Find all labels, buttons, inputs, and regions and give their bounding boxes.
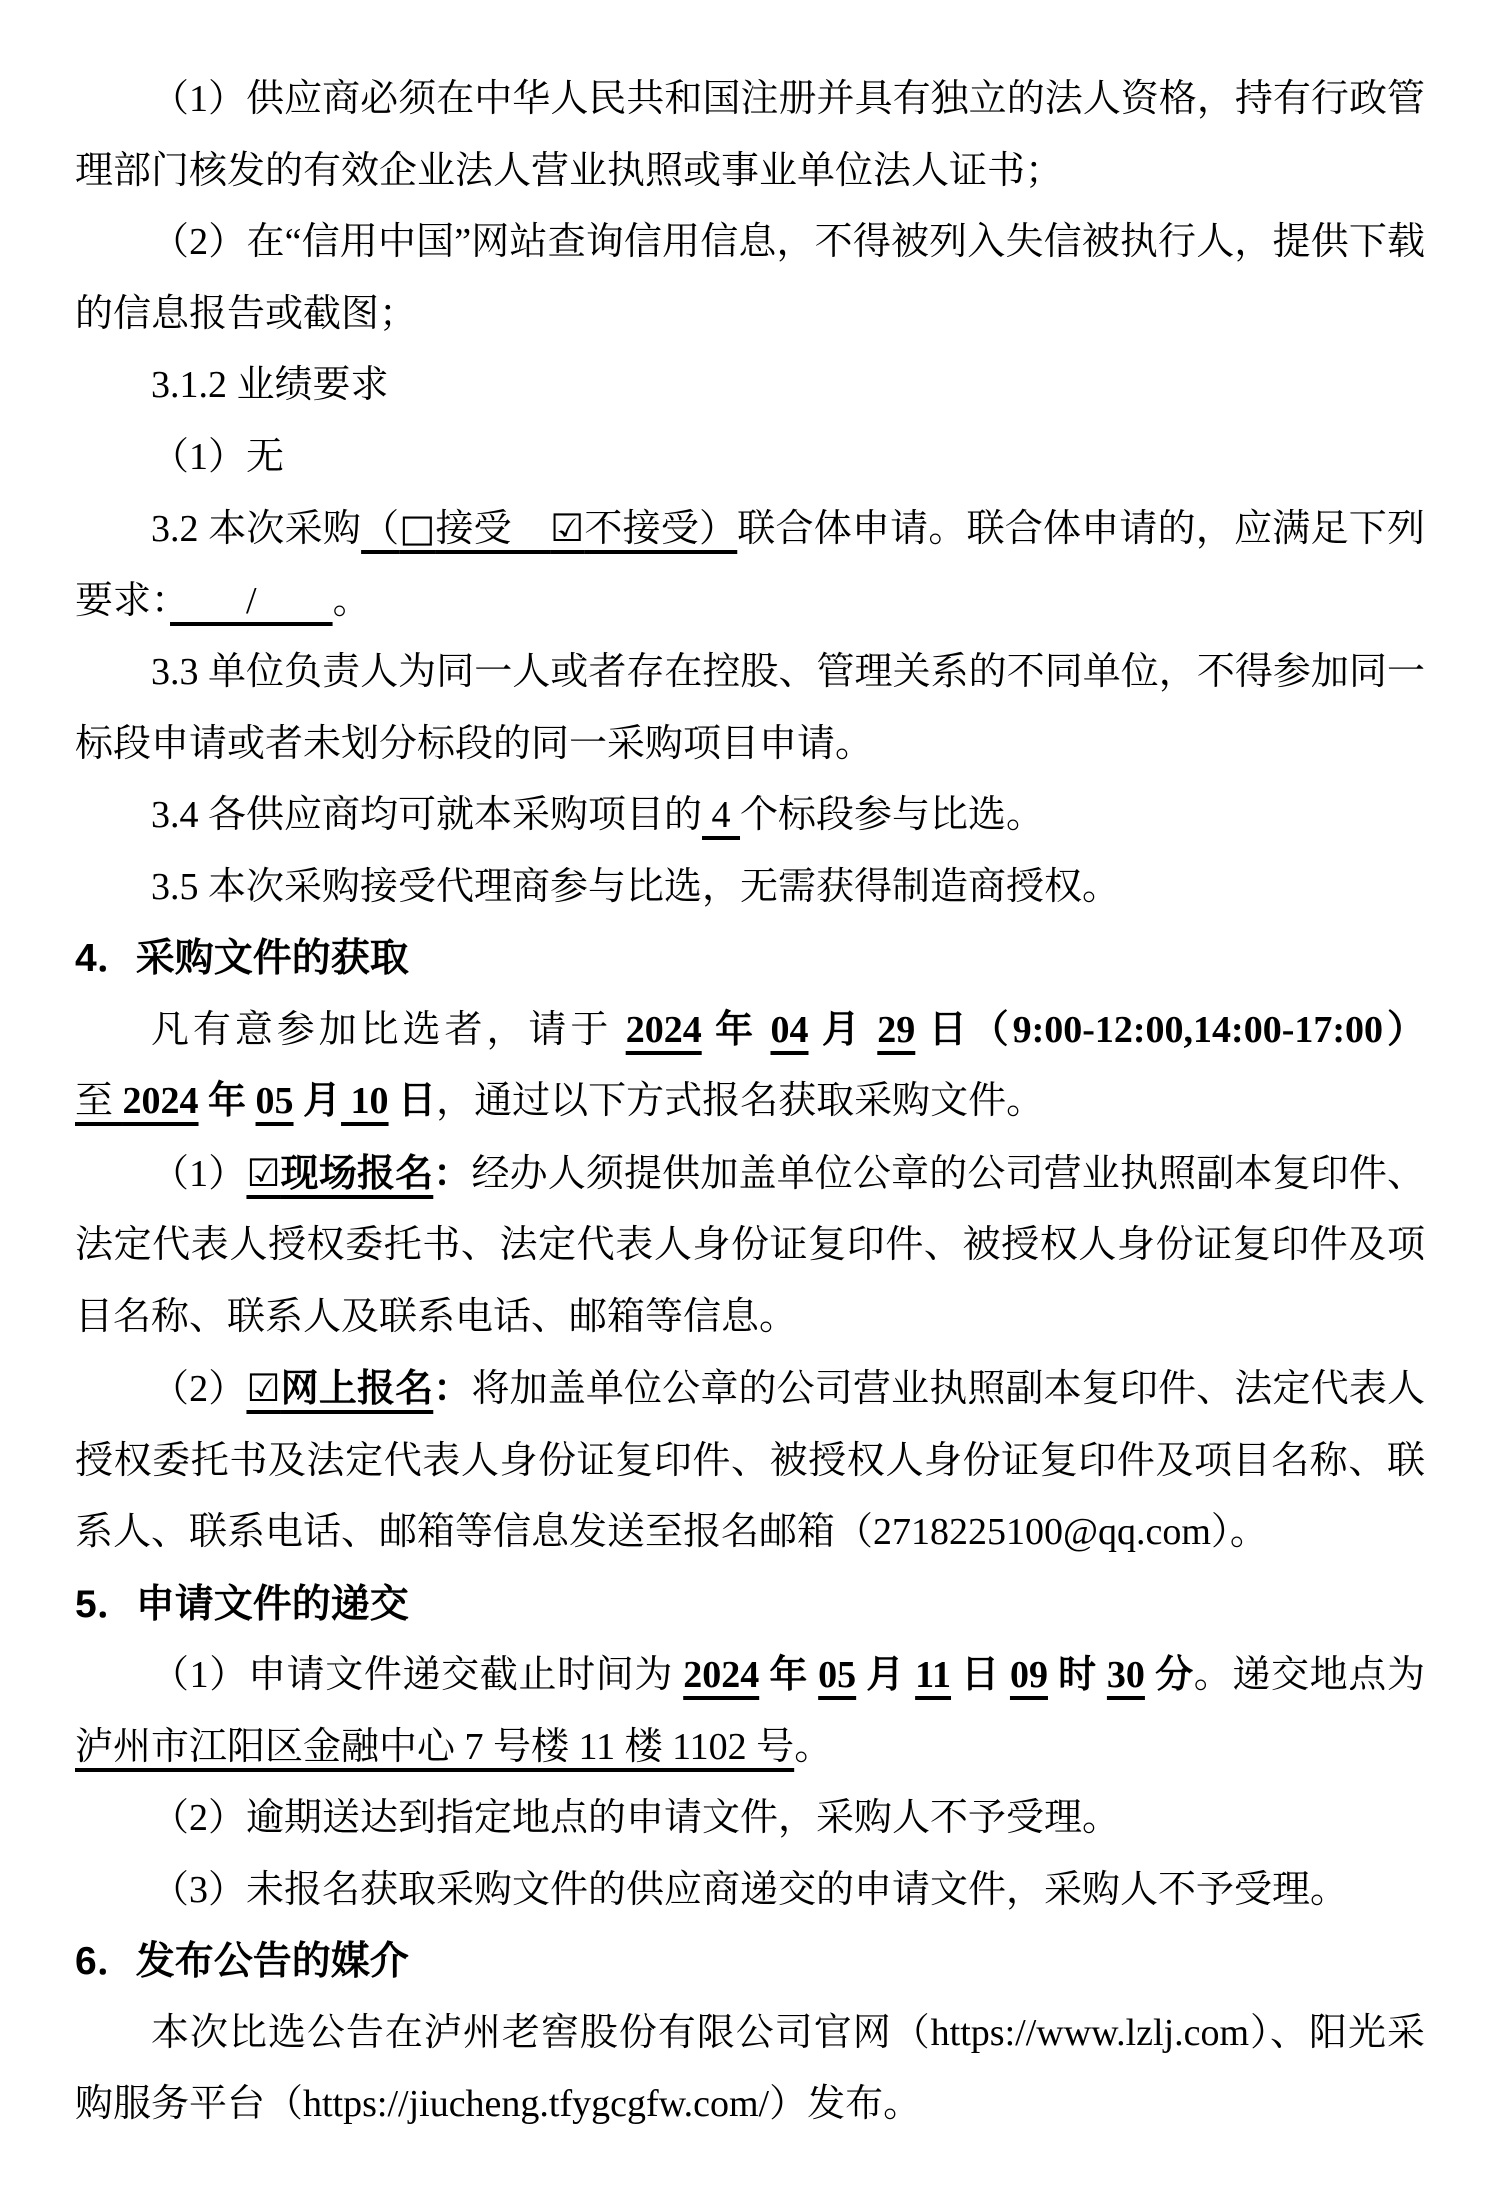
text-run: 将加盖单位公章的公司营业执照副本复印件、法定代表人授权委托书及法定代表人身份证复印件、被授权人身份证复印件及项目名称、联系人、联系电话、邮箱等信息发送至报名邮箱（2718225100@qq.com）。	[75, 1368, 1425, 1553]
text-run: 。	[332, 579, 371, 622]
text-run: 05	[255, 1080, 294, 1122]
text-run: 现场报名	[280, 1152, 434, 1195]
text-run: 09	[1009, 1654, 1048, 1696]
checkbox-unchecked-icon: □	[399, 506, 436, 550]
text-run: 联合体申请。联合体申请的，应满足下列要求：	[75, 508, 1425, 622]
paragraph	[75, 422, 1425, 494]
text-run: 10	[341, 1080, 389, 1122]
text-run: 日	[915, 1008, 971, 1051]
text-run: 2024	[625, 1008, 702, 1051]
paragraph	[75, 207, 1425, 350]
text-run: （2）逾期送达到指定地点的申请文件，采购人不予受理。	[151, 1797, 1121, 1839]
text-run: 年	[701, 1008, 771, 1051]
text-run: 6．发布公告的媒介	[75, 1940, 409, 1983]
text-run: 本次比选公告在泸州老窖股份有限公司官网（https://www.lzlj.com）、阳光采购服务平台（https://jiucheng.tfygcgfw.com/）发布。	[75, 2011, 1425, 2125]
text-run: 分	[1144, 1654, 1194, 1696]
text-run: 月	[808, 1008, 878, 1051]
text-run: 年	[759, 1654, 819, 1696]
text-run: 05	[818, 1654, 857, 1696]
section-heading	[75, 1926, 1425, 1998]
text-run: （9:00-12:00,14:00-17:00）	[970, 1008, 1425, 1051]
paragraph	[75, 493, 1425, 637]
text-run: 至	[75, 1080, 123, 1122]
section-heading	[75, 923, 1425, 995]
paragraph	[75, 1783, 1425, 1855]
text-run: 经办人须提供加盖单位公章的公司营业执照副本复印件、法定代表人授权委托书、法定代表人身份证复印件、被授权人身份证复印件及项目名称、联系人及联系电话、邮箱等信息。	[75, 1152, 1425, 1338]
text-run: 3.4 各供应商均可就本采购项目的	[151, 794, 703, 836]
text-run: 30	[1106, 1654, 1145, 1696]
paragraph	[75, 1640, 1425, 1783]
text-run: 4．采购文件的获取	[75, 937, 409, 980]
text-run: 不接受）	[584, 508, 738, 550]
text-run: （1）供应商必须在中华人民共和国注册并具有独立的法人资格，持有行政管理部门核发的有效企业法人营业执照或事业单位法人证书；	[75, 78, 1425, 192]
text-run: 接受	[435, 508, 551, 550]
text-run: 日	[388, 1080, 437, 1122]
text-run: 月	[856, 1654, 916, 1696]
text-run: （1）	[151, 1152, 247, 1195]
text-run: ：	[433, 1368, 472, 1410]
text-run: 2024	[683, 1654, 760, 1696]
text-run: 泸州市江阳区金融中心 7 号楼 11 楼 1102 号	[75, 1725, 795, 1768]
blank-fill-in: /	[170, 579, 333, 622]
text-run: 3.2 本次采购	[151, 508, 362, 550]
text-run: （1）申请文件递交截止时间为	[151, 1654, 684, 1696]
paragraph	[75, 637, 1425, 780]
paragraph	[75, 350, 1425, 422]
paragraph	[75, 780, 1425, 852]
text-run: （3）未报名获取采购文件的供应商递交的申请文件，采购人不予受理。	[151, 1868, 1349, 1911]
text-run: 凡有意参加比选者，请于	[151, 1008, 626, 1051]
paragraph	[75, 1353, 1425, 1569]
text-run: （1）无	[151, 435, 285, 478]
text-run: 3.5 本次采购接受代理商参与比选，无需获得制造商授权。	[151, 865, 1121, 908]
paragraph	[75, 1138, 1425, 1354]
text-run: 11	[915, 1654, 952, 1696]
checkbox-checked-icon: ☑	[246, 1366, 281, 1410]
checkbox-checked-icon: ☑	[550, 506, 585, 550]
paragraph	[75, 852, 1425, 924]
paragraph	[75, 64, 1425, 207]
text-run: 时	[1047, 1654, 1107, 1696]
text-run: 04	[770, 1008, 809, 1051]
text-run: 。	[794, 1725, 833, 1768]
text-run: 日	[951, 1654, 1010, 1696]
paragraph	[75, 1998, 1425, 2141]
text-run: ：	[433, 1152, 472, 1195]
text-run: 年	[198, 1080, 256, 1122]
text-run: 3.3 单位负责人为同一人或者存在控股、管理关系的不同单位，不得参加同一标段申请或者未划分标段的同一采购项目申请。	[75, 651, 1425, 765]
text-run: 29	[877, 1008, 916, 1051]
text-run: 5．申请文件的递交	[75, 1582, 409, 1626]
text-run: 网上报名	[280, 1368, 434, 1410]
text-run: 月	[293, 1080, 342, 1122]
text-run: 。递交地点为	[1193, 1654, 1425, 1696]
section-heading	[75, 1569, 1425, 1641]
text-run: 3.1.2 业绩要求	[151, 364, 389, 406]
text-run: 2024	[122, 1080, 199, 1122]
paragraph	[75, 1855, 1425, 1927]
text-run: 4	[702, 794, 741, 836]
text-run: （	[361, 508, 400, 550]
text-run: （2）在“信用中国”网站查询信用信息，不得被列入失信被执行人，提供下载的信息报告或截图；	[75, 221, 1425, 335]
checkbox-checked-icon: ☑	[246, 1150, 281, 1195]
text-run: 个标段参与比选。	[740, 794, 1045, 836]
text-run: ，通过以下方式报名获取采购文件。	[436, 1080, 1045, 1122]
paragraph	[75, 995, 1425, 1138]
text-run: （2）	[151, 1368, 247, 1410]
